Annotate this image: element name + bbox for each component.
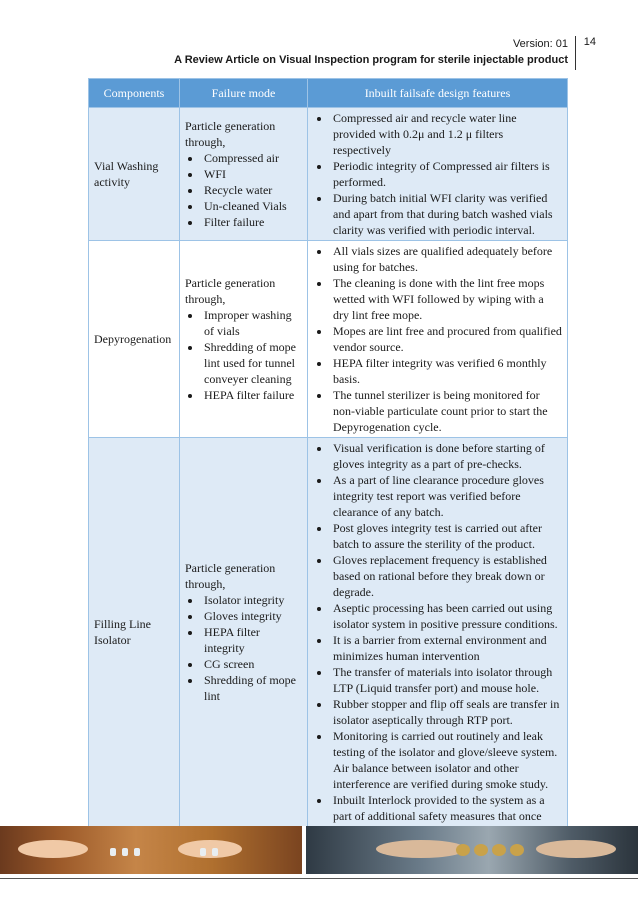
list-item: • WFI — [202, 166, 302, 182]
column-header: Failure mode — [180, 79, 308, 108]
table-row — [89, 108, 568, 241]
component-cell: Depyrogenation — [89, 241, 180, 438]
features-list — [313, 440, 562, 824]
header-text — [174, 36, 568, 68]
list-item: • Visual verification is done before starting of gloves integrity as a part of pre-checks. — [331, 440, 562, 472]
list-item: • It is a barrier from external environment and minimizes human intervention — [331, 632, 562, 664]
list-item: • During batch initial WFI clarity was verified and apart from that during batch washed vials clarity was verified with periodic interval. — [331, 190, 562, 238]
table-row — [89, 438, 568, 827]
version-label: Version: 01 — [512, 38, 568, 50]
column-header: Components — [89, 79, 180, 108]
failure-mode-cell — [180, 438, 308, 827]
list-item: • Mopes are lint free and procured from qualified vendor source. — [331, 323, 562, 355]
features-list — [313, 110, 562, 238]
list-item: • Filter failure — [202, 214, 302, 230]
list-item: • HEPA filter integrity was verified 6 monthly basis. — [331, 355, 562, 387]
failure-mode-cell — [180, 108, 308, 241]
features-cell — [308, 438, 568, 827]
list-item: • The tunnel sterilizer is being monitored for non-viable particulate count prior to start the Depyrogenation cycle. — [331, 387, 562, 435]
vial-shape — [212, 848, 218, 856]
list-item: • Inbuilt Interlock provided to the system as a part of additional safety measures that once — [331, 792, 562, 824]
list-item: • Gloves replacement frequency is established based on rational before they break down or degrade. — [331, 552, 562, 600]
list-item: • Post gloves integrity test is carried out after batch to assure the sterility of the product. — [331, 520, 562, 552]
list-item: • HEPA filter integrity — [202, 624, 302, 656]
failure-intro: Particle generation through, — [185, 276, 276, 306]
footer-banner-image — [0, 826, 638, 874]
hand-shape — [178, 840, 242, 858]
hand-shape — [18, 840, 88, 858]
failure-mode-cell — [180, 241, 308, 438]
table-header-row — [89, 79, 568, 108]
cap-shape — [510, 844, 524, 856]
footer-rule — [0, 878, 638, 879]
failsafe-table — [88, 78, 568, 827]
list-item: • Monitoring is carried out routinely and leak testing of the isolator and glove/sleeve system. Air balance between isolator and other interference are verified during smoke study. — [331, 728, 562, 792]
vial-shape — [122, 848, 128, 856]
list-item: • Compressed air and recycle water line provided with 0.2μ and 1.2 μ filters respectively — [331, 110, 562, 158]
failure-list — [185, 592, 302, 704]
cap-shape — [492, 844, 506, 856]
vial-shape — [110, 848, 116, 856]
hands-with-vials-image — [0, 826, 302, 874]
failure-list — [185, 150, 302, 230]
features-cell — [308, 108, 568, 241]
list-item: • HEPA filter failure — [202, 387, 302, 403]
component-cell: Filling Line Isolator — [89, 438, 180, 827]
features-cell — [308, 241, 568, 438]
cap-shape — [456, 844, 470, 856]
list-item: • Shredding of mope lint used for tunnel conveyer cleaning — [202, 339, 302, 387]
hand-shape — [536, 840, 616, 858]
list-item: • Recycle water — [202, 182, 302, 198]
hands-with-caps-image — [306, 826, 638, 874]
cap-shape — [474, 844, 488, 856]
failure-intro: Particle generation through, — [185, 119, 276, 149]
list-item: • Compressed air — [202, 150, 302, 166]
features-list — [313, 243, 562, 435]
document-title: A Review Article on Visual Inspection program for sterile injectable product — [174, 54, 568, 66]
vial-shape — [200, 848, 206, 856]
list-item: • CG screen — [202, 656, 302, 672]
failure-intro: Particle generation through, — [185, 561, 276, 591]
column-header: Inbuilt failsafe design features — [308, 79, 568, 108]
list-item: • Un-cleaned Vials — [202, 198, 302, 214]
list-item: • Gloves integrity — [202, 608, 302, 624]
page-number: 14 — [583, 36, 596, 48]
list-item: • Shredding of mope lint — [202, 672, 302, 704]
list-item: • Rubber stopper and flip off seals are transfer in isolator aseptically through RTP port. — [331, 696, 562, 728]
component-cell: Vial Washing activity — [89, 108, 180, 241]
list-item: • Periodic integrity of Compressed air filters is performed. — [331, 158, 562, 190]
vial-shape — [134, 848, 140, 856]
list-item: • As a part of line clearance procedure gloves integrity test report was verified before clearance of any batch. — [331, 472, 562, 520]
list-item: • Improper washing of vials — [202, 307, 302, 339]
hand-shape — [376, 840, 466, 858]
list-item: • Aseptic processing has been carried out using isolator system in positive pressure conditions. — [331, 600, 562, 632]
header-divider — [575, 36, 576, 70]
list-item: • The cleaning is done with the lint free mops wetted with WFI followed by wiping with a dry lint free mope. — [331, 275, 562, 323]
list-item: • All vials sizes are qualified adequately before using for batches. — [331, 243, 562, 275]
list-item: • Isolator integrity — [202, 592, 302, 608]
list-item: • The transfer of materials into isolator through LTP (Liquid transfer port) and mouse hole. — [331, 664, 562, 696]
table-row — [89, 241, 568, 438]
failure-list — [185, 307, 302, 403]
